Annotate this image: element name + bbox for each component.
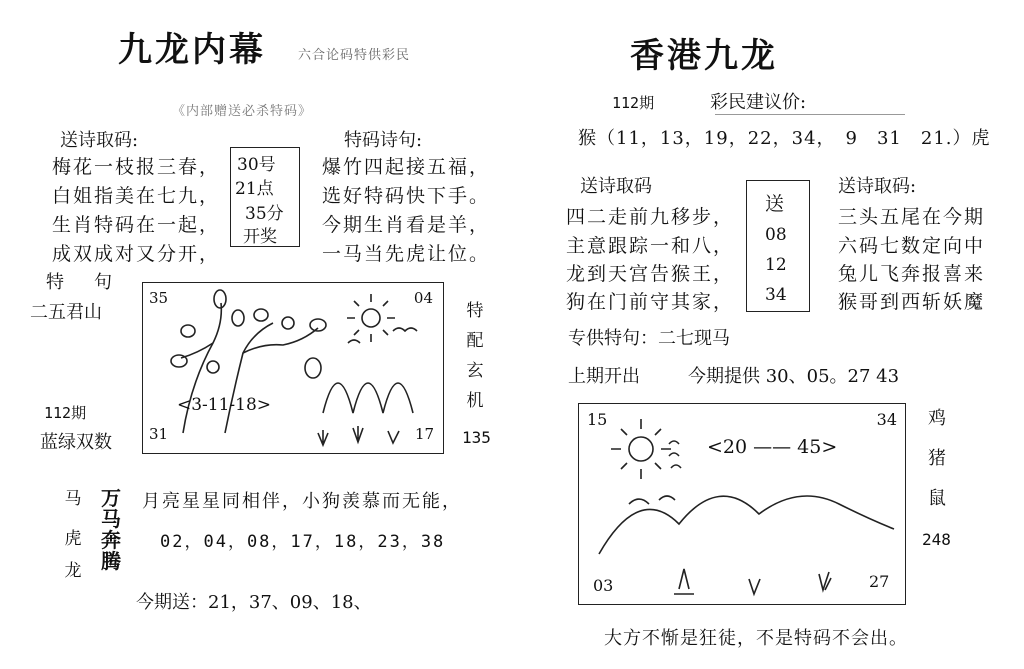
- idiom-1: 万: [101, 486, 121, 510]
- color-tip: 蓝绿双数: [40, 432, 112, 453]
- right-poem1-heading: 送诗取码: [580, 176, 652, 197]
- send-line: 今期送：21，37、09、18、: [136, 592, 372, 613]
- right-side-vertical-1: 鸡: [928, 408, 946, 429]
- right-sketch-mid: <20 —— 45>: [707, 436, 838, 458]
- last-draw-label: 上期开出: [568, 366, 640, 387]
- left-sketch-tr: 04: [413, 289, 433, 307]
- number-list: 02，04，08，17，18，23，38: [160, 532, 446, 552]
- send-box-num-2: 12: [765, 255, 787, 275]
- right-title: 香港九龙: [630, 36, 778, 76]
- right-poem2-line-4: 猴哥到西斩妖魔: [838, 291, 986, 313]
- left-poem1-line-1: 梅花一枝报三春，: [52, 156, 221, 178]
- right-sketch-tl: 15: [587, 410, 608, 429]
- special-line: 专供特句：二七现马: [568, 328, 730, 349]
- right-period: 112期: [612, 94, 655, 112]
- right-poem1-line-1: 四二走前九移步，: [566, 206, 735, 228]
- zodiac-horse: 马: [64, 489, 82, 509]
- left-title: 九龙内幕: [118, 30, 266, 70]
- send-number-box: [746, 180, 810, 312]
- side-vertical-4: 机: [466, 391, 484, 411]
- idiom-3: 奔: [101, 528, 121, 552]
- left-subtitle: 六合论码特供彩民: [298, 48, 411, 63]
- left-poem2-heading: 特码诗句:: [344, 130, 423, 151]
- zodiac-tiger: 虎: [64, 529, 82, 549]
- idiom-2: 马: [101, 507, 121, 531]
- this-period-numbers: 今期提供 30、05。27 43: [688, 366, 900, 387]
- advice-underline: [715, 114, 905, 115]
- right-poem1-line-2: 主意跟踪一和八，: [566, 235, 735, 257]
- side-vertical-2: 配: [466, 331, 484, 351]
- right-poem1-line-4: 狗在门前守其家，: [566, 291, 735, 313]
- left-poem2-line-1: 爆竹四起接五福，: [322, 156, 491, 178]
- send-box-num-1: 08: [765, 225, 787, 245]
- left-poem2-line-4: 一马当先虎让位。: [322, 243, 491, 265]
- right-poem2-heading: 送诗取码:: [838, 176, 917, 197]
- draw-time-label: 开奖: [243, 227, 277, 247]
- side-number: 135: [462, 428, 491, 447]
- right-poem1-line-3: 龙到天宫告猴王，: [566, 263, 735, 285]
- side-vertical-3: 玄: [466, 361, 484, 381]
- left-sketch-br: 17: [415, 425, 435, 443]
- left-poem1-line-2: 白姐指美在七九，: [52, 185, 221, 207]
- draw-time-hour: 21点: [235, 179, 274, 199]
- monkey-line: 猴（11，13，19，22，34， 9 31 21.）虎: [578, 128, 991, 149]
- left-drawing-frame: [142, 282, 444, 454]
- left-period: 112期: [44, 404, 87, 422]
- right-sketch-bl: 03: [593, 576, 614, 595]
- advice-label: 彩民建议价:: [710, 92, 807, 113]
- right-sketch: [579, 404, 905, 604]
- left-poem1-line-3: 生肖特码在一起，: [52, 214, 221, 236]
- right-sketch-br: 27: [869, 572, 890, 591]
- right-side-vertical-3: 鼠: [928, 488, 946, 509]
- special-heading: 特 句: [46, 272, 118, 293]
- right-poem2-line-3: 兔儿飞奔报喜来: [838, 263, 986, 285]
- right-footer: 大方不惭是狂徒，不是特码不会出。: [604, 628, 908, 649]
- draw-time-minute: 35分: [245, 204, 284, 224]
- idiom-4: 腾: [101, 549, 121, 573]
- right-poem2-line-1: 三头五尾在今期: [838, 206, 986, 228]
- send-box-num-3: 34: [765, 285, 787, 305]
- draw-time-box: [230, 147, 300, 247]
- left-poem1-line-4: 成双成对又分开，: [52, 243, 221, 265]
- left-poem2-line-3: 今期生肖看是羊，: [322, 214, 491, 236]
- left-poem2-line-2: 选好特码快下手。: [322, 185, 491, 207]
- send-box-label: 送: [765, 193, 785, 215]
- left-sketch: [143, 283, 443, 453]
- riddle: 月亮星星同相伴，小狗羡慕而无能，: [142, 491, 462, 512]
- left-sketch-bl: 31: [149, 425, 169, 443]
- left-sketch-mid: <3-11-18>: [177, 395, 272, 415]
- zodiac-dragon: 龙: [64, 561, 82, 581]
- right-sketch-tr: 34: [876, 410, 897, 429]
- special-phrase: 二五君山: [30, 302, 102, 323]
- left-sketch-tl: 35: [149, 289, 169, 307]
- left-tagline: 《内部赠送必杀特码》: [172, 104, 313, 119]
- right-side-number: 248: [922, 530, 951, 549]
- left-poem1-heading: 送诗取码:: [60, 130, 139, 151]
- draw-time-date: 30号: [237, 155, 276, 175]
- side-vertical-1: 特: [466, 301, 484, 321]
- right-drawing-frame: [578, 403, 906, 605]
- right-side-vertical-2: 猪: [928, 448, 946, 469]
- right-poem2-line-2: 六码七数定向中: [838, 235, 986, 257]
